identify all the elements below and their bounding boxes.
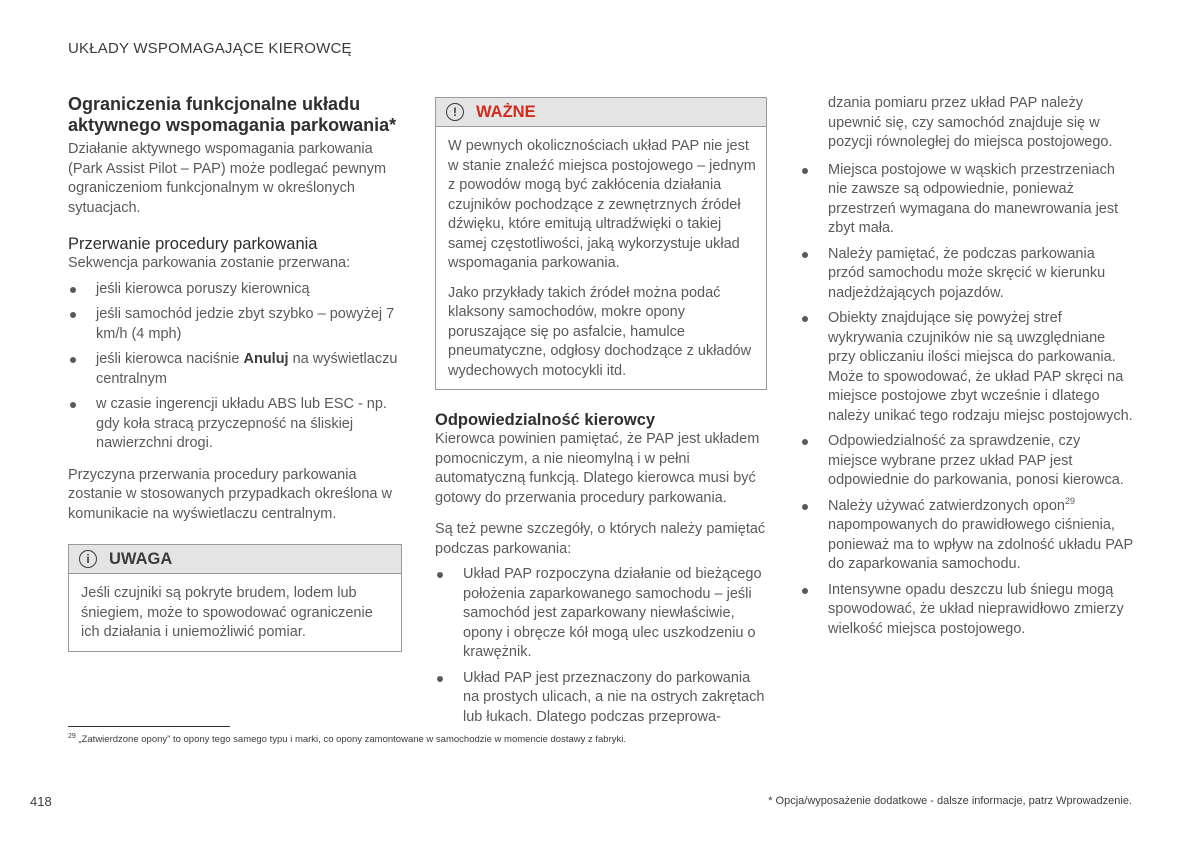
list-item xyxy=(800,309,1133,426)
list-item-text: dzania pomiaru przez układ PAP należy upewnić się, czy samochód znajduje się w pozycji równoległej do miejsca postojowego. xyxy=(828,95,1113,150)
list-item xyxy=(68,395,402,454)
list-item-text: Odpowiedzialność za sprawdzenie, czy miejsce wybrane przez układ PAP jest odpowiednie do parkowania, ponosi kierowca. xyxy=(828,433,1124,488)
bullet-icon xyxy=(437,572,443,578)
uwaga-title: UWAGA xyxy=(109,549,173,568)
option-note: * Opcja/wyposażenie dodatkowe - dalsze informacje, patrz Wprowadzenie. xyxy=(768,795,1132,807)
responsibility-list-a xyxy=(435,565,767,727)
list-item-text: w czasie ingerencji układu ABS lub ESC - np. gdy koła stracą przyczepność na śliskiej nawierzchni drogi. xyxy=(96,396,387,451)
wazne-header xyxy=(436,98,766,127)
wazne-title: WAŻNE xyxy=(476,102,536,121)
wazne-paragraph-1: W pewnych okolicznościach układ PAP nie jest w stanie znaleźć miejsca postojowego – jednym z powodów mogą być zakłócenia działania czujników pochodzące z zewnętrznych źródeł dźwięku, które emitują ultradźwięki o takiej samej częstotliwości, jaką wykorzystuje układ wspomagania parkowania. xyxy=(448,138,756,271)
list-item-text: na wyświetlaczu centralnym xyxy=(96,351,398,387)
uwaga-body xyxy=(69,574,401,651)
column-left xyxy=(68,94,402,652)
footnote-number: 29 xyxy=(68,732,76,740)
list-item xyxy=(68,280,402,300)
list-item xyxy=(800,245,1133,304)
bullet-icon xyxy=(802,588,808,594)
intro-paragraph: Działanie aktywnego wspomagania parkowania (Park Assist Pilot – PAP) może podlegać pewnym ograniczeniom funkcjonalnym w określonych sytuacjach. xyxy=(68,141,387,216)
footnote xyxy=(68,734,626,745)
list-item xyxy=(68,350,402,389)
section-title: Ograniczenia funkcjonalne układu aktywnego wspomagania parkowania* xyxy=(68,94,397,135)
list-item xyxy=(800,161,1133,239)
list-item xyxy=(800,432,1133,491)
bullet-icon xyxy=(802,504,808,510)
bullet-icon xyxy=(802,168,808,174)
cause-paragraph: Przyczyna przerwania procedury parkowania zostanie w stosowanych przypadkach określona w komunikacie na wyświetlaczu centralnym. xyxy=(68,466,392,522)
uwaga-box xyxy=(68,544,402,652)
column-right xyxy=(800,94,1133,651)
responsibility-paragraph-2: Są też pewne szczegóły, o których należy pamiętać podczas parkowania: xyxy=(435,521,766,557)
bullet-icon xyxy=(802,439,808,445)
bullet-icon xyxy=(70,402,76,408)
wazne-paragraph-2: Jako przykłady takich źródeł można podać klaksony samochodów, mokre opony poruszające się po asfalcie, hamulce pneumatyczne, odgłosy dochodzące z układów wydechowych motocykli itd. xyxy=(448,284,752,379)
list-item-text: jeśli samochód jedzie zbyt szybko – powyżej 7 km/h (4 mph) xyxy=(96,306,395,342)
list-item xyxy=(800,581,1133,640)
interrupt-lead: Sekwencja parkowania zostanie przerwana: xyxy=(68,255,351,271)
list-item-text: jeśli kierowca poruszy kierownicą xyxy=(96,280,310,297)
list-item-continuation xyxy=(800,94,1133,153)
bullet-icon xyxy=(437,676,443,682)
responsibility-list-b xyxy=(800,94,1133,639)
interrupt-list xyxy=(68,280,402,454)
responsibility-paragraph-1: Kierowca powinien pamiętać, że PAP jest układem pomocniczym, a nie nieomylną i w pełni automatyczną funkcją. Dlatego kierowca musi być gotowy do przerwania procedury parkowania. xyxy=(435,431,760,506)
list-item xyxy=(800,497,1133,575)
bullet-icon xyxy=(802,252,808,258)
bullet-icon xyxy=(802,316,808,322)
footnote-divider xyxy=(68,726,230,727)
list-item-text: Obiekty znajdujące się powyżej stref wykrywania czujników nie są uwzględniane przy obliczaniu ilości miejsca do parkowania. Może to spowodować, że układ PAP skręci na miejsce postojowe zbyt wcześnie i dlatego należy unikać tego rodzaju miejsc postojowych. xyxy=(828,310,1133,424)
wazne-body xyxy=(436,127,766,389)
responsibility-heading: Odpowiedzialność kierowcy xyxy=(435,411,656,429)
list-item xyxy=(435,669,767,728)
uwaga-header xyxy=(69,545,401,574)
list-item-text: napompowanych do prawidłowego ciśnienia, ponieważ ma to wpływ na zdolność układu PAP do zaparkowania samochodu. xyxy=(828,517,1133,572)
column-middle xyxy=(435,97,767,739)
list-item-text: Układ PAP jest przeznaczony do parkowania na prostych ulicach, a nie na ostrych zakrętach lub łukach. Dlatego podczas przeprowa- xyxy=(463,669,765,725)
info-icon: i xyxy=(79,550,97,568)
list-item xyxy=(435,565,767,663)
warning-icon: ! xyxy=(446,103,464,121)
list-item xyxy=(68,305,402,344)
uwaga-text: Jeśli czujniki są pokryte brudem, lodem lub śniegiem, może to spowodować ograniczenie ich działania i uniemożliwić pomiar. xyxy=(81,585,373,640)
interrupt-heading: Przerwanie procedury parkowania xyxy=(68,235,318,253)
list-item-text: Miejsca postojowe w wąskich przestrzeniach nie zawsze są odpowiednie, ponieważ przestrzeń wymagana do manewrowania jest zbyt mała. xyxy=(828,161,1119,236)
list-item-text: Układ PAP rozpoczyna działanie od bieżącego położenia zaparkowanego samochodu – jeśli samochód jest zaparkowany niewłaściwie, opony i obręcze kół mogą ulec uszkodzeniu o krawężnik. xyxy=(463,566,762,660)
footnote-text: „Zatwierdzone opony” to opony tego samego typu i marki, co opony zamontowane w samochodzie w momencie dostawy z fabryki. xyxy=(75,734,627,745)
wazne-box xyxy=(435,97,767,390)
cancel-label: Anuluj xyxy=(243,351,289,367)
list-item-text: Należy pamiętać, że podczas parkowania przód samochodu może skręcić w kierunku nadjeżdżających pojazdów. xyxy=(828,245,1106,301)
bullet-icon xyxy=(70,312,76,318)
bullet-icon xyxy=(70,357,76,363)
list-item-text: jeśli kierowca naciśnie xyxy=(96,351,244,367)
page-number: 418 xyxy=(30,794,52,809)
list-item-text: Intensywne opadu deszczu lub śniegu mogą spowodować, że układ nieprawidłowo zmierzy wielkość miejsca postojowego. xyxy=(828,581,1124,637)
page-header: UKŁADY WSPOMAGAJĄCE KIEROWCĘ xyxy=(68,40,352,57)
list-item-text: Należy używać zatwierdzonych opon xyxy=(828,497,1065,514)
footnote-ref[interactable]: 29 xyxy=(1064,495,1075,506)
bullet-icon xyxy=(70,287,76,293)
